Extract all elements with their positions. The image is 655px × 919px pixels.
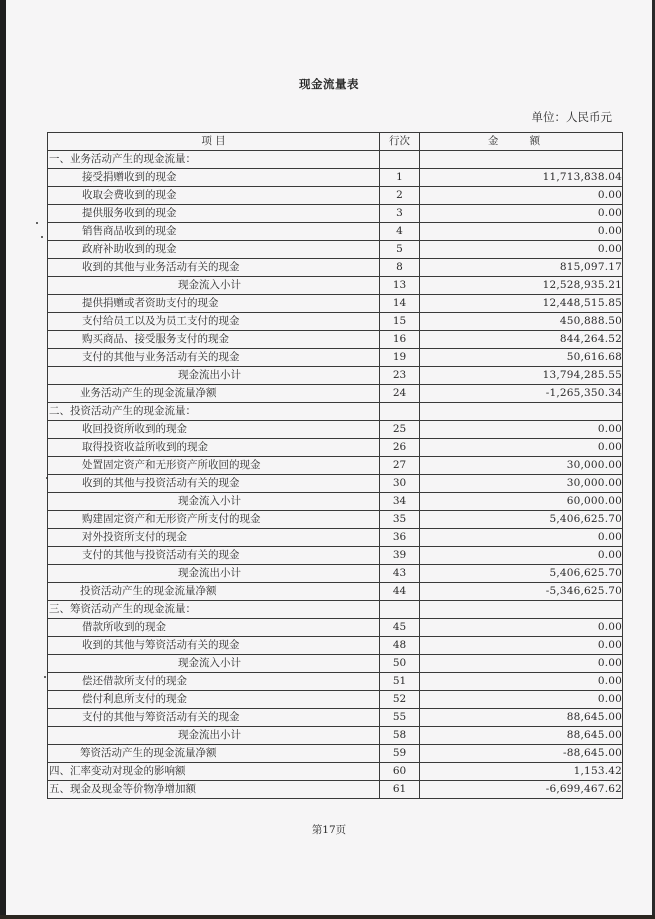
row-amount: 450,888.50 <box>420 313 623 331</box>
row-item-label: 借款所收到的现金 <box>48 619 380 637</box>
row-line-number: 58 <box>380 727 420 745</box>
row-amount: 0.00 <box>420 547 623 565</box>
row-line-number: 59 <box>380 745 420 763</box>
row-item-label: 政府补助收到的现金 <box>48 241 380 259</box>
row-line-number: 51 <box>380 673 420 691</box>
row-item-label: 支付的其他与业务活动有关的现金 <box>48 349 380 367</box>
column-header-line-number: 行次 <box>380 133 420 151</box>
row-line-number: 2 <box>380 187 420 205</box>
table-row-detail <box>48 331 623 349</box>
row-line-number: 26 <box>380 439 420 457</box>
row-amount <box>420 151 623 169</box>
row-amount: 11,713,838.04 <box>420 169 623 187</box>
row-item-label: 收到的其他与业务活动有关的现金 <box>48 259 380 277</box>
scan-speck <box>44 676 46 678</box>
row-amount <box>420 601 623 619</box>
row-amount: 12,448,515.85 <box>420 295 623 313</box>
row-item-label: 购买商品、接受服务支付的现金 <box>48 331 380 349</box>
table-row-detail <box>48 511 623 529</box>
table-row-subtotal <box>48 277 623 295</box>
row-line-number: 15 <box>380 313 420 331</box>
row-item-label: 现金流入小计 <box>48 655 380 673</box>
scan-speck <box>36 222 38 224</box>
table-row-detail <box>48 313 623 331</box>
row-amount: 0.00 <box>420 223 623 241</box>
row-amount: 0.00 <box>420 691 623 709</box>
row-amount: 0.00 <box>420 619 623 637</box>
row-line-number: 48 <box>380 637 420 655</box>
table-row-section <box>48 781 623 799</box>
row-item-label: 现金流入小计 <box>48 277 380 295</box>
row-line-number <box>380 403 420 421</box>
row-item-label: 支付的其他与投资活动有关的现金 <box>48 547 380 565</box>
row-item-label: 支付的其他与筹资活动有关的现金 <box>48 709 380 727</box>
row-amount: 0.00 <box>420 637 623 655</box>
table-row-detail <box>48 691 623 709</box>
cash-flow-table-body <box>48 151 623 799</box>
table-row-detail <box>48 547 623 565</box>
row-item-label: 二、投资活动产生的现金流量： <box>48 403 380 421</box>
row-line-number: 27 <box>380 457 420 475</box>
row-line-number: 39 <box>380 547 420 565</box>
row-amount: 844,264.52 <box>420 331 623 349</box>
row-amount: 0.00 <box>420 439 623 457</box>
row-amount: -5,346,625.70 <box>420 583 623 601</box>
scan-speck <box>41 236 43 238</box>
table-row-detail <box>48 439 623 457</box>
table-row-detail <box>48 709 623 727</box>
row-line-number <box>380 151 420 169</box>
table-header-row <box>48 133 623 151</box>
row-line-number: 44 <box>380 583 420 601</box>
row-item-label: 现金流出小计 <box>48 367 380 385</box>
row-amount: 13,794,285.55 <box>420 367 623 385</box>
row-amount: -6,699,467.62 <box>420 781 623 799</box>
row-line-number: 45 <box>380 619 420 637</box>
table-row-detail <box>48 295 623 313</box>
row-item-label: 业务活动产生的现金流量净额 <box>48 385 380 403</box>
row-line-number: 50 <box>380 655 420 673</box>
row-item-label: 销售商品收到的现金 <box>48 223 380 241</box>
table-row-section <box>48 151 623 169</box>
table-row-detail <box>48 673 623 691</box>
row-line-number: 25 <box>380 421 420 439</box>
row-amount: 30,000.00 <box>420 457 623 475</box>
row-amount: 0.00 <box>420 655 623 673</box>
row-item-label: 现金流出小计 <box>48 727 380 745</box>
currency-unit-label: 单位：人民币元 <box>531 110 612 124</box>
row-item-label: 提供捐赠或者资助支付的现金 <box>48 295 380 313</box>
row-line-number: 14 <box>380 295 420 313</box>
row-line-number: 16 <box>380 331 420 349</box>
table-row-detail <box>48 457 623 475</box>
cash-flow-table <box>47 132 623 799</box>
row-line-number: 55 <box>380 709 420 727</box>
row-line-number: 34 <box>380 493 420 511</box>
table-row-section <box>48 403 623 421</box>
row-item-label: 投资活动产生的现金流量净额 <box>48 583 380 601</box>
table-row-subtotal <box>48 655 623 673</box>
table-row-detail <box>48 619 623 637</box>
row-line-number: 36 <box>380 529 420 547</box>
row-amount: 815,097.17 <box>420 259 623 277</box>
row-amount: 1,153.42 <box>420 763 623 781</box>
document-page <box>6 0 652 915</box>
row-amount: 12,528,935.21 <box>420 277 623 295</box>
table-row-subtotal <box>48 565 623 583</box>
row-item-label: 支付给员工以及为员工支付的现金 <box>48 313 380 331</box>
row-amount: -88,645.00 <box>420 745 623 763</box>
row-amount: -1,265,350.34 <box>420 385 623 403</box>
table-row-detail <box>48 349 623 367</box>
table-row-detail <box>48 421 623 439</box>
table-row-detail <box>48 637 623 655</box>
table-row-detail <box>48 529 623 547</box>
row-amount: 0.00 <box>420 421 623 439</box>
row-item-label: 偿付利息所支付的现金 <box>48 691 380 709</box>
row-item-label: 购建固定资产和无形资产所支付的现金 <box>48 511 380 529</box>
row-item-label: 一、业务活动产生的现金流量： <box>48 151 380 169</box>
table-row-detail <box>48 241 623 259</box>
row-line-number <box>380 601 420 619</box>
row-amount: 0.00 <box>420 241 623 259</box>
row-line-number: 3 <box>380 205 420 223</box>
table-row-subtotal <box>48 727 623 745</box>
row-amount: 30,000.00 <box>420 475 623 493</box>
row-line-number: 35 <box>380 511 420 529</box>
row-amount: 50,616.68 <box>420 349 623 367</box>
scan-edge-bottom <box>0 915 655 919</box>
row-item-label: 收到的其他与投资活动有关的现金 <box>48 475 380 493</box>
table-row-section <box>48 763 623 781</box>
row-amount: 0.00 <box>420 529 623 547</box>
row-item-label: 三、筹资活动产生的现金流量： <box>48 601 380 619</box>
table-row-detail <box>48 205 623 223</box>
table-row-subtotal <box>48 493 623 511</box>
row-line-number: 61 <box>380 781 420 799</box>
table-row-net <box>48 385 623 403</box>
table-row-detail <box>48 475 623 493</box>
scan-speck <box>46 477 48 479</box>
table-row-subtotal <box>48 367 623 385</box>
table-row-detail <box>48 169 623 187</box>
row-amount <box>420 403 623 421</box>
row-amount: 0.00 <box>420 187 623 205</box>
row-amount: 88,645.00 <box>420 727 623 745</box>
column-header-item: 项 目 <box>48 133 380 151</box>
row-line-number: 19 <box>380 349 420 367</box>
row-amount: 5,406,625.70 <box>420 511 623 529</box>
table-row-net <box>48 745 623 763</box>
row-line-number: 1 <box>380 169 420 187</box>
row-line-number: 24 <box>380 385 420 403</box>
table-row-detail <box>48 187 623 205</box>
row-item-label: 现金流出小计 <box>48 565 380 583</box>
row-line-number: 23 <box>380 367 420 385</box>
row-line-number: 5 <box>380 241 420 259</box>
table-row-detail <box>48 223 623 241</box>
row-item-label: 现金流入小计 <box>48 493 380 511</box>
row-item-label: 四、汇率变动对现金的影响额 <box>48 763 380 781</box>
column-header-amount: 金 额 <box>420 133 623 151</box>
row-item-label: 五、现金及现金等价物净增加额 <box>48 781 380 799</box>
row-item-label: 收回投资所收到的现金 <box>48 421 380 439</box>
table-row-net <box>48 583 623 601</box>
row-amount: 0.00 <box>420 673 623 691</box>
row-item-label: 收取会费收到的现金 <box>48 187 380 205</box>
row-amount: 5,406,625.70 <box>420 565 623 583</box>
row-item-label: 收到的其他与筹资活动有关的现金 <box>48 637 380 655</box>
row-item-label: 取得投资收益所收到的现金 <box>48 439 380 457</box>
row-line-number: 52 <box>380 691 420 709</box>
row-amount: 88,645.00 <box>420 709 623 727</box>
row-item-label: 对外投资所支付的现金 <box>48 529 380 547</box>
row-item-label: 接受捐赠收到的现金 <box>48 169 380 187</box>
row-line-number: 4 <box>380 223 420 241</box>
row-amount: 0.00 <box>420 205 623 223</box>
row-amount: 60,000.00 <box>420 493 623 511</box>
row-item-label: 提供服务收到的现金 <box>48 205 380 223</box>
row-line-number: 60 <box>380 763 420 781</box>
row-item-label: 处置固定资产和无形资产所收回的现金 <box>48 457 380 475</box>
row-line-number: 43 <box>380 565 420 583</box>
row-item-label: 偿还借款所支付的现金 <box>48 673 380 691</box>
row-line-number: 13 <box>380 277 420 295</box>
page-number: 第17页 <box>311 824 347 836</box>
document-title: 现金流量表 <box>299 77 359 91</box>
row-line-number: 8 <box>380 259 420 277</box>
table-row-section <box>48 601 623 619</box>
table-row-detail <box>48 259 623 277</box>
row-line-number: 30 <box>380 475 420 493</box>
row-item-label: 筹资活动产生的现金流量净额 <box>48 745 380 763</box>
